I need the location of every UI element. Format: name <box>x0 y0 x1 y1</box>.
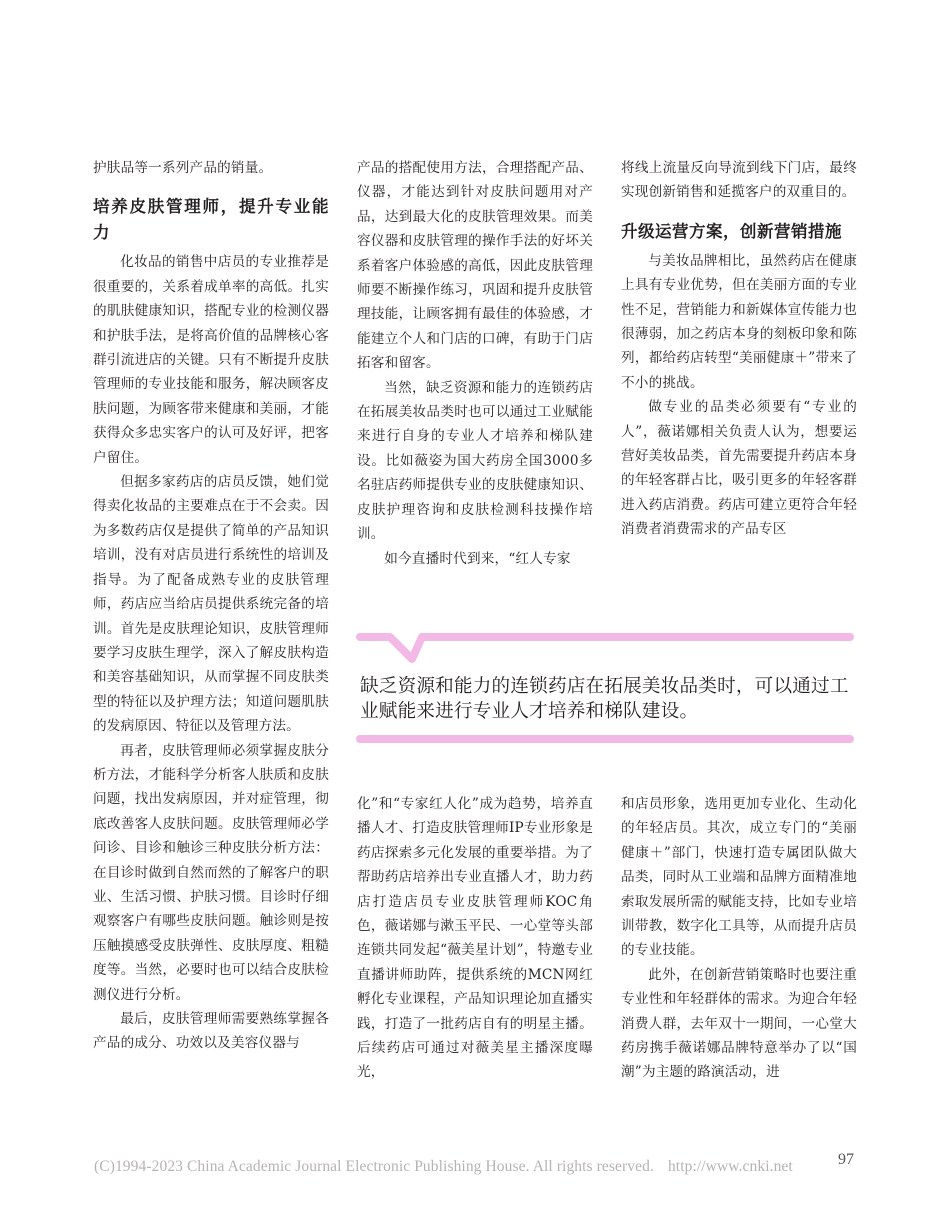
pull-quote <box>350 626 860 756</box>
paragraph: 如今直播时代到来，“红人专家 <box>384 550 571 567</box>
paragraph: 和店员形象，选用更加专业化、生动化的年轻店员。其次，成立专门的“美丽健康＋”部门，快速打造专属团队做大品类，同时从工业端和品牌方面精准地索取发展所需的赋能支持，比如专业培训带教，数字化工具等，从而提升店员的专业技能。 <box>621 796 857 959</box>
page-number: 97 <box>838 1151 854 1168</box>
article-column-2 <box>357 156 593 571</box>
pull-quote-top-bar <box>360 637 850 659</box>
article-column-3-lower <box>621 792 857 1085</box>
paragraph: 化”和“专家红人化”成为趋势，培养直播人才、打造皮肤管理师IP专业形象是药店探索多元化发展的重要举措。为了帮助药店培养出专业直播人才，助力药店打造店员专业皮肤管理师KOC角色，薇诺娜与漱玉平民、一心堂等头部连锁共同发起“薇美星计划”，特邀专业直播讲师助阵，提供系统的MCN网红孵化专业课程，产品知识理论加直播实践，打造了一批药店自有的明星主播。后续药店可通过对薇美星主播深度曝光， <box>357 796 593 1081</box>
paragraph: 当然，缺乏资源和能力的连锁药店在拓展美妆品类时也可以通过工业赋能来进行自身的专业人才培养和梯队建设。比如薇姿为国大药房全国3000多名驻店药师提供专业的皮肤健康知识、皮肤护理咨询和皮肤检测科技操作培训。 <box>357 379 593 543</box>
paragraph: 将线上流量反向导流到线下门店，最终实现创新销售和延揽客户的双重目的。 <box>621 160 857 201</box>
copyright-footer <box>94 1158 814 1176</box>
paragraph: 与美妆品牌相比，虽然药店在健康上具有专业优势，但在美丽方面的专业性不足，营销能力和新媒体宣传能力也很薄弱，加之药店本身的刻板印象和陈列，都给药店转型“美丽健康＋”带来了不小的挑战。 <box>621 252 857 391</box>
paragraph: 做专业的品类必须要有“专业的人”，薇诺娜相关负责人认为，想要运营好美妆品类，首先需要提升药店本身的年轻客群占比，吸引更多的年轻客群进入药店消费。药店可建立更符合年轻消费者消费需求的产品专区 <box>621 399 857 538</box>
article-column-1 <box>93 156 329 1056</box>
copyright-text: (C)1994-2023 China Academic Journal Electronic Publishing House. All rights reserved. <box>94 1158 654 1175</box>
paragraph: 但据多家药店的店员反馈，她们觉得卖化妆品的主要难点在于不会卖。因为多数药店仅是提供了简单的产品知识培训，没有对店员进行系统性的培训及指导。为了配备成熟专业的皮肤管理师，药店应当给店员提供系统完备的培训。首先是皮肤理论知识，皮肤管理师要学习皮肤生理学，深入了解皮肤构造和美容基础知识，从而掌握不同皮肤类型的特征以及护理方法；知道问题肌肤的发病原因、特征以及管理方法。 <box>93 474 329 735</box>
paragraph: 最后，皮肤管理师需要熟练掌握各产品的成分、功效以及美容仪器与 <box>93 1011 329 1052</box>
paragraph: 护肤品等一系列产品的销量。 <box>93 160 273 176</box>
paragraph: 产品的搭配使用方法，合理搭配产品、仪器，才能达到针对皮肤问题用对产品，达到最大化的皮肤管理效果。而美容仪器和皮肤管理的操作手法的好坏关系着客户体验感的高低，因此皮肤管理师要不断操作练习，巩固和提升皮肤管理技能，让顾客拥有最佳的体验感，才能建立个人和门店的口碑，有助于门店拓客和留客。 <box>357 160 593 372</box>
paragraph: 化妆品的销售中店员的专业推荐是很重要的，关系着成单率的高低。扎实的肌肤健康知识，搭配专业的检测仪器和护肤手法，是将高价值的品牌核心客群引流进店的关键。只有不断提升皮肤管理师的专业技能和服务，解决顾客皮肤问题，为顾客带来健康和美丽，才能获得众多忠实客户的认可及好评，把客户留住。 <box>93 254 329 466</box>
article-column-3 <box>621 156 857 542</box>
paragraph: 再者，皮肤管理师必须掌握皮肤分析方法，才能科学分析客人肤质和皮肤问题，找出发病原因，并对症管理，彻底改善客人皮肤问题。皮肤管理师必学问诊、目诊和触诊三种皮肤分析方法：在目诊时做到自然而然的了解客户的职业、生活习惯、护肤习惯。目诊时仔细观察客户有哪些皮肤问题。触诊则是按压触摸感受皮肤弹性、皮肤厚度、粗糙度等。当然，必要时也可以结合皮肤检测仪进行分析。 <box>93 742 329 1003</box>
section-heading: 培养皮肤管理师，提升专业能力 <box>93 197 329 243</box>
paragraph: 此外，在创新营销策略时也要注重专业性和年轻群体的需求。为迎合年轻消费人群，去年双十一期间，一心堂大药房携手薇诺娜品牌特意举办了以“国潮”为主题的路演活动，进 <box>621 966 857 1081</box>
article-column-2-lower <box>357 792 593 1085</box>
pull-quote-text: 缺乏资源和能力的连锁药店在拓展美妆品类时，可以通过工业赋能来进行专业人才培养和梯队建设。 <box>360 676 849 722</box>
footer-url: http://www.cnki.net <box>667 1158 793 1175</box>
section-heading: 升级运营方案，创新营销措施 <box>621 221 842 241</box>
